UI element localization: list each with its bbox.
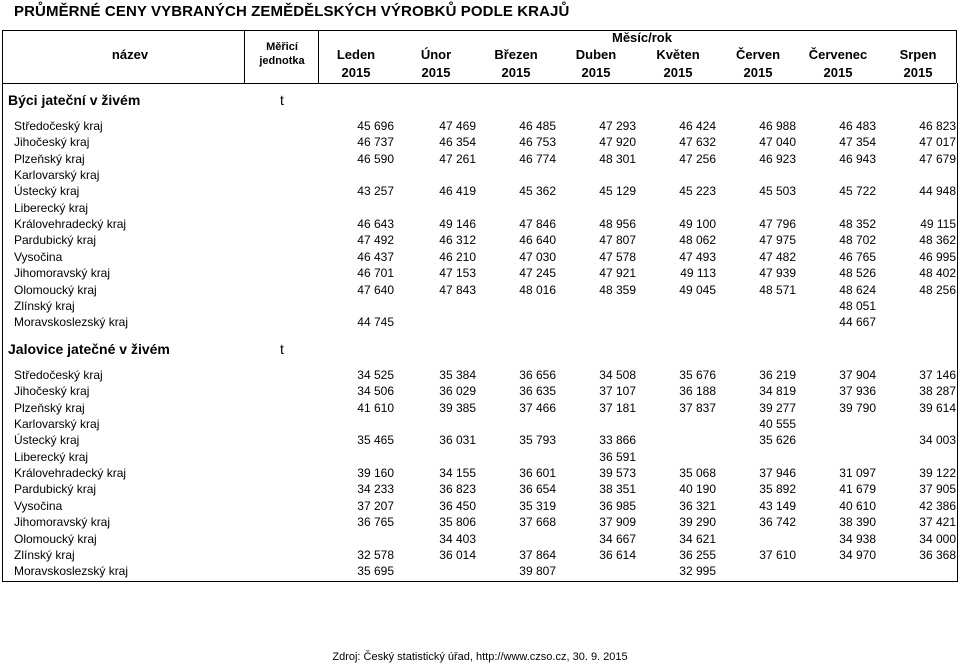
price-cell: 37 864 (519, 548, 556, 562)
price-cell: 34 003 (919, 433, 956, 447)
price-cell: 36 601 (519, 466, 556, 480)
price-cell: 47 939 (759, 266, 796, 280)
price-cell: 32 578 (357, 548, 394, 562)
price-cell: 39 290 (679, 515, 716, 529)
region-name: Královehradecký kraj (14, 217, 127, 231)
table-row (0, 499, 960, 515)
price-cell: 47 492 (357, 233, 394, 247)
region-name: Vysočina (14, 499, 63, 513)
table-row (0, 217, 960, 233)
price-cell: 46 765 (839, 250, 876, 264)
price-cell: 41 679 (839, 482, 876, 496)
column-header-month: Červenec (808, 47, 868, 62)
price-cell: 36 031 (439, 433, 476, 447)
price-cell: 34 233 (357, 482, 394, 496)
region-name: Jihomoravský kraj (14, 515, 111, 529)
price-cell: 35 626 (759, 433, 796, 447)
region-name: Ústecký kraj (14, 184, 80, 198)
price-cell: 38 390 (839, 515, 876, 529)
price-cell: 48 624 (839, 283, 876, 297)
price-cell: 48 051 (839, 299, 876, 313)
region-name: Liberecký kraj (14, 450, 89, 464)
table-row (0, 266, 960, 282)
price-cell: 36 368 (919, 548, 956, 562)
price-cell: 42 386 (919, 499, 956, 513)
region-name: Pardubický kraj (14, 233, 97, 247)
column-header-month: Únor (420, 47, 452, 62)
price-cell: 48 571 (759, 283, 796, 297)
price-cell: 47 293 (599, 119, 636, 133)
table-row (0, 184, 960, 200)
price-cell: 44 948 (919, 184, 956, 198)
price-cell: 37 610 (759, 548, 796, 562)
region-name: Jihočeský kraj (14, 135, 90, 149)
price-cell: 38 351 (599, 482, 636, 496)
column-header-month: Červen (735, 47, 781, 62)
price-cell: 46 640 (519, 233, 556, 247)
table-header (2, 30, 956, 84)
price-cell: 34 970 (839, 548, 876, 562)
price-cell: 35 892 (759, 482, 796, 496)
region-name: Plzeňský kraj (14, 152, 85, 166)
price-cell: 47 261 (439, 152, 476, 166)
price-cell: 47 153 (439, 266, 476, 280)
header-divider (2, 30, 3, 83)
price-cell: 36 823 (439, 482, 476, 496)
price-cell: 35 384 (439, 368, 476, 382)
table-row (0, 401, 960, 417)
price-cell: 47 843 (439, 283, 476, 297)
price-cell: 45 722 (839, 184, 876, 198)
price-cell: 48 256 (919, 283, 956, 297)
price-cell: 39 573 (599, 466, 636, 480)
price-cell: 47 469 (439, 119, 476, 133)
price-cell: 37 668 (519, 515, 556, 529)
price-cell: 47 975 (759, 233, 796, 247)
price-cell: 37 466 (519, 401, 556, 415)
column-header-month: Březen (494, 47, 538, 62)
header-divider (244, 30, 245, 83)
price-cell: 46 737 (357, 135, 394, 149)
price-cell: 36 014 (439, 548, 476, 562)
region-name: Moravskoslezský kraj (14, 315, 129, 329)
header-divider (318, 30, 319, 83)
price-cell: 35 676 (679, 368, 716, 382)
region-name: Královehradecký kraj (14, 466, 127, 480)
price-cell: 36 591 (599, 450, 636, 464)
price-cell: 45 362 (519, 184, 556, 198)
price-cell: 46 923 (759, 152, 796, 166)
price-cell: 47 017 (919, 135, 956, 149)
price-cell: 49 045 (679, 283, 716, 297)
price-cell: 34 155 (439, 466, 476, 480)
price-cell: 48 301 (599, 152, 636, 166)
price-cell: 39 790 (839, 401, 876, 415)
table-row (0, 548, 960, 564)
price-cell: 37 421 (919, 515, 956, 529)
price-cell: 39 385 (439, 401, 476, 415)
price-cell: 46 419 (439, 184, 476, 198)
column-header-month: Leden (336, 47, 376, 62)
price-cell: 36 635 (519, 384, 556, 398)
price-cell: 34 819 (759, 384, 796, 398)
region-name: Liberecký kraj (14, 201, 89, 215)
price-cell: 39 122 (919, 466, 956, 480)
price-cell: 34 508 (599, 368, 636, 382)
price-cell: 37 107 (599, 384, 636, 398)
price-cell: 39 614 (919, 401, 956, 415)
price-cell: 44 745 (357, 315, 394, 329)
section-title: Býci jateční v živém (8, 92, 141, 108)
price-cell: 43 257 (357, 184, 394, 198)
table-row (0, 532, 960, 548)
region-name: Vysočina (14, 250, 63, 264)
price-cell: 36 255 (679, 548, 716, 562)
price-cell: 41 610 (357, 401, 394, 415)
price-cell: 48 956 (599, 217, 636, 231)
table-row (0, 515, 960, 531)
price-cell: 48 016 (519, 283, 556, 297)
column-header-year: 2015 (421, 65, 451, 80)
table-row (0, 450, 960, 466)
price-cell: 47 040 (759, 135, 796, 149)
price-cell: 46 424 (679, 119, 716, 133)
region-name: Karlovarský kraj (14, 168, 100, 182)
region-name: Středočeský kraj (14, 368, 103, 382)
price-cell: 37 905 (919, 482, 956, 496)
price-cell: 48 359 (599, 283, 636, 297)
price-cell: 35 319 (519, 499, 556, 513)
region-name: Zlínský kraj (14, 548, 75, 562)
price-cell: 39 160 (357, 466, 394, 480)
table-row (0, 119, 960, 135)
region-name: Plzeňský kraj (14, 401, 85, 415)
price-cell: 47 632 (679, 135, 716, 149)
price-cell: 48 362 (919, 233, 956, 247)
column-header-year: 2015 (341, 65, 371, 80)
region-name: Karlovarský kraj (14, 417, 100, 431)
price-cell: 49 115 (920, 217, 956, 231)
table-row (0, 368, 960, 384)
price-cell: 47 482 (759, 250, 796, 264)
price-cell: 38 287 (919, 384, 956, 398)
section-unit: t (280, 92, 284, 108)
price-cell: 48 702 (839, 233, 876, 247)
column-header-unit-line1: Měřicí (266, 41, 298, 53)
table-row (0, 201, 960, 217)
price-cell: 46 643 (357, 217, 394, 231)
column-header-year: 2015 (501, 65, 531, 80)
price-cell: 46 995 (919, 250, 956, 264)
region-name: Ústecký kraj (14, 433, 80, 447)
price-cell: 36 188 (679, 384, 716, 398)
table-row (0, 250, 960, 266)
table-row (0, 482, 960, 498)
price-cell: 47 640 (357, 283, 394, 297)
price-cell: 33 866 (599, 433, 636, 447)
price-cell: 47 030 (519, 250, 556, 264)
price-cell: 46 988 (759, 119, 796, 133)
price-cell: 47 354 (839, 135, 876, 149)
price-cell: 40 555 (759, 417, 796, 431)
column-header-month: Květen (656, 47, 700, 62)
price-cell: 40 190 (679, 482, 716, 496)
price-cell: 37 909 (599, 515, 636, 529)
price-cell: 35 806 (439, 515, 476, 529)
price-cell: 37 936 (839, 384, 876, 398)
table-row (0, 384, 960, 400)
table-row (0, 152, 960, 168)
price-cell: 47 846 (519, 217, 556, 231)
column-header-year: 2015 (823, 65, 853, 80)
table-row (0, 233, 960, 249)
price-cell: 36 765 (357, 515, 394, 529)
table-row (0, 299, 960, 315)
price-cell: 36 656 (519, 368, 556, 382)
price-cell: 37 181 (599, 401, 636, 415)
column-header-year: 2015 (743, 65, 773, 80)
table-row (0, 466, 960, 482)
price-cell: 36 614 (599, 548, 636, 562)
price-cell: 34 525 (357, 368, 394, 382)
price-cell: 34 403 (439, 532, 476, 546)
price-cell: 39 277 (759, 401, 796, 415)
price-cell: 37 146 (919, 368, 956, 382)
price-cell: 48 402 (919, 266, 956, 280)
price-cell: 45 129 (599, 184, 636, 198)
price-cell: 35 695 (357, 564, 394, 578)
price-cell: 37 946 (759, 466, 796, 480)
price-cell: 45 696 (357, 119, 394, 133)
price-cell: 46 753 (519, 135, 556, 149)
price-cell: 37 904 (839, 368, 876, 382)
price-cell: 46 312 (439, 233, 476, 247)
price-cell: 46 483 (839, 119, 876, 133)
price-cell: 35 465 (357, 433, 394, 447)
price-cell: 35 068 (679, 466, 716, 480)
section-unit: t (280, 341, 284, 357)
price-cell: 47 920 (599, 135, 636, 149)
price-cell: 46 485 (519, 119, 556, 133)
column-header-month: Srpen (899, 47, 937, 62)
region-name: Jihočeský kraj (14, 384, 90, 398)
column-header-period: Měsíc/rok (612, 30, 672, 45)
price-cell: 46 774 (519, 152, 556, 166)
price-cell: 47 921 (599, 266, 636, 280)
table-row (0, 315, 960, 331)
price-cell: 36 029 (439, 384, 476, 398)
price-cell: 43 149 (759, 499, 796, 513)
price-cell: 47 493 (679, 250, 716, 264)
price-cell: 46 354 (439, 135, 476, 149)
price-cell: 48 062 (679, 233, 716, 247)
price-cell: 34 667 (599, 532, 636, 546)
price-cell: 32 995 (679, 564, 716, 578)
price-cell: 34 506 (357, 384, 394, 398)
region-name: Moravskoslezský kraj (14, 564, 129, 578)
region-name: Zlínský kraj (14, 299, 75, 313)
column-header-year: 2015 (663, 65, 693, 80)
price-cell: 34 938 (839, 532, 876, 546)
region-name: Olomoucký kraj (14, 532, 97, 546)
price-cell: 36 654 (519, 482, 556, 496)
price-cell: 35 793 (519, 433, 556, 447)
price-cell: 49 100 (679, 217, 716, 231)
price-cell: 36 742 (759, 515, 796, 529)
price-cell: 34 621 (679, 532, 716, 546)
price-cell: 46 437 (357, 250, 394, 264)
column-header-month: Duben (575, 47, 617, 62)
price-cell: 45 223 (679, 184, 716, 198)
table-row (0, 168, 960, 184)
price-cell: 47 796 (759, 217, 796, 231)
column-header-year: 2015 (903, 65, 933, 80)
price-cell: 46 590 (357, 152, 394, 166)
price-cell: 36 321 (679, 499, 716, 513)
price-cell: 47 245 (519, 266, 556, 280)
column-header-year: 2015 (581, 65, 611, 80)
table-row (0, 433, 960, 449)
section-title: Jalovice jatečné v živém (8, 341, 170, 357)
price-cell: 48 352 (839, 217, 876, 231)
region-name: Jihomoravský kraj (14, 266, 111, 280)
price-cell: 37 207 (357, 499, 394, 513)
table-row (0, 564, 960, 580)
table-row (0, 417, 960, 433)
price-cell: 36 219 (759, 368, 796, 382)
price-cell: 48 526 (839, 266, 876, 280)
price-cell: 46 701 (357, 266, 394, 280)
price-cell: 47 679 (919, 152, 956, 166)
region-name: Pardubický kraj (14, 482, 97, 496)
table-row (0, 283, 960, 299)
price-cell: 46 210 (439, 250, 476, 264)
page-title: PRŮMĚRNÉ CENY VYBRANÝCH ZEMĚDĚLSKÝCH VÝROBKŮ PODLE KRAJŮ (14, 3, 570, 20)
column-header-unit-line2: jednotka (259, 55, 305, 67)
price-cell: 47 807 (599, 233, 636, 247)
column-header-name: název (111, 47, 149, 62)
price-cell: 40 610 (839, 499, 876, 513)
price-cell: 45 503 (759, 184, 796, 198)
price-cell: 39 807 (519, 564, 556, 578)
price-cell: 37 837 (679, 401, 716, 415)
price-cell: 44 667 (839, 315, 876, 329)
price-cell: 47 578 (599, 250, 636, 264)
price-cell: 49 113 (680, 266, 716, 280)
header-divider (956, 30, 957, 83)
region-name: Středočeský kraj (14, 119, 103, 133)
source-note: Zdroj: Český statistický úřad, http://www.czso.cz, 30. 9. 2015 (332, 651, 628, 663)
price-cell: 46 823 (919, 119, 956, 133)
table-row (0, 135, 960, 151)
region-name: Olomoucký kraj (14, 283, 97, 297)
price-cell: 36 450 (439, 499, 476, 513)
price-cell: 47 256 (679, 152, 716, 166)
price-cell: 34 000 (919, 532, 956, 546)
price-cell: 31 097 (839, 466, 876, 480)
price-cell: 49 146 (439, 217, 476, 231)
price-cell: 36 985 (599, 499, 636, 513)
price-cell: 46 943 (839, 152, 876, 166)
